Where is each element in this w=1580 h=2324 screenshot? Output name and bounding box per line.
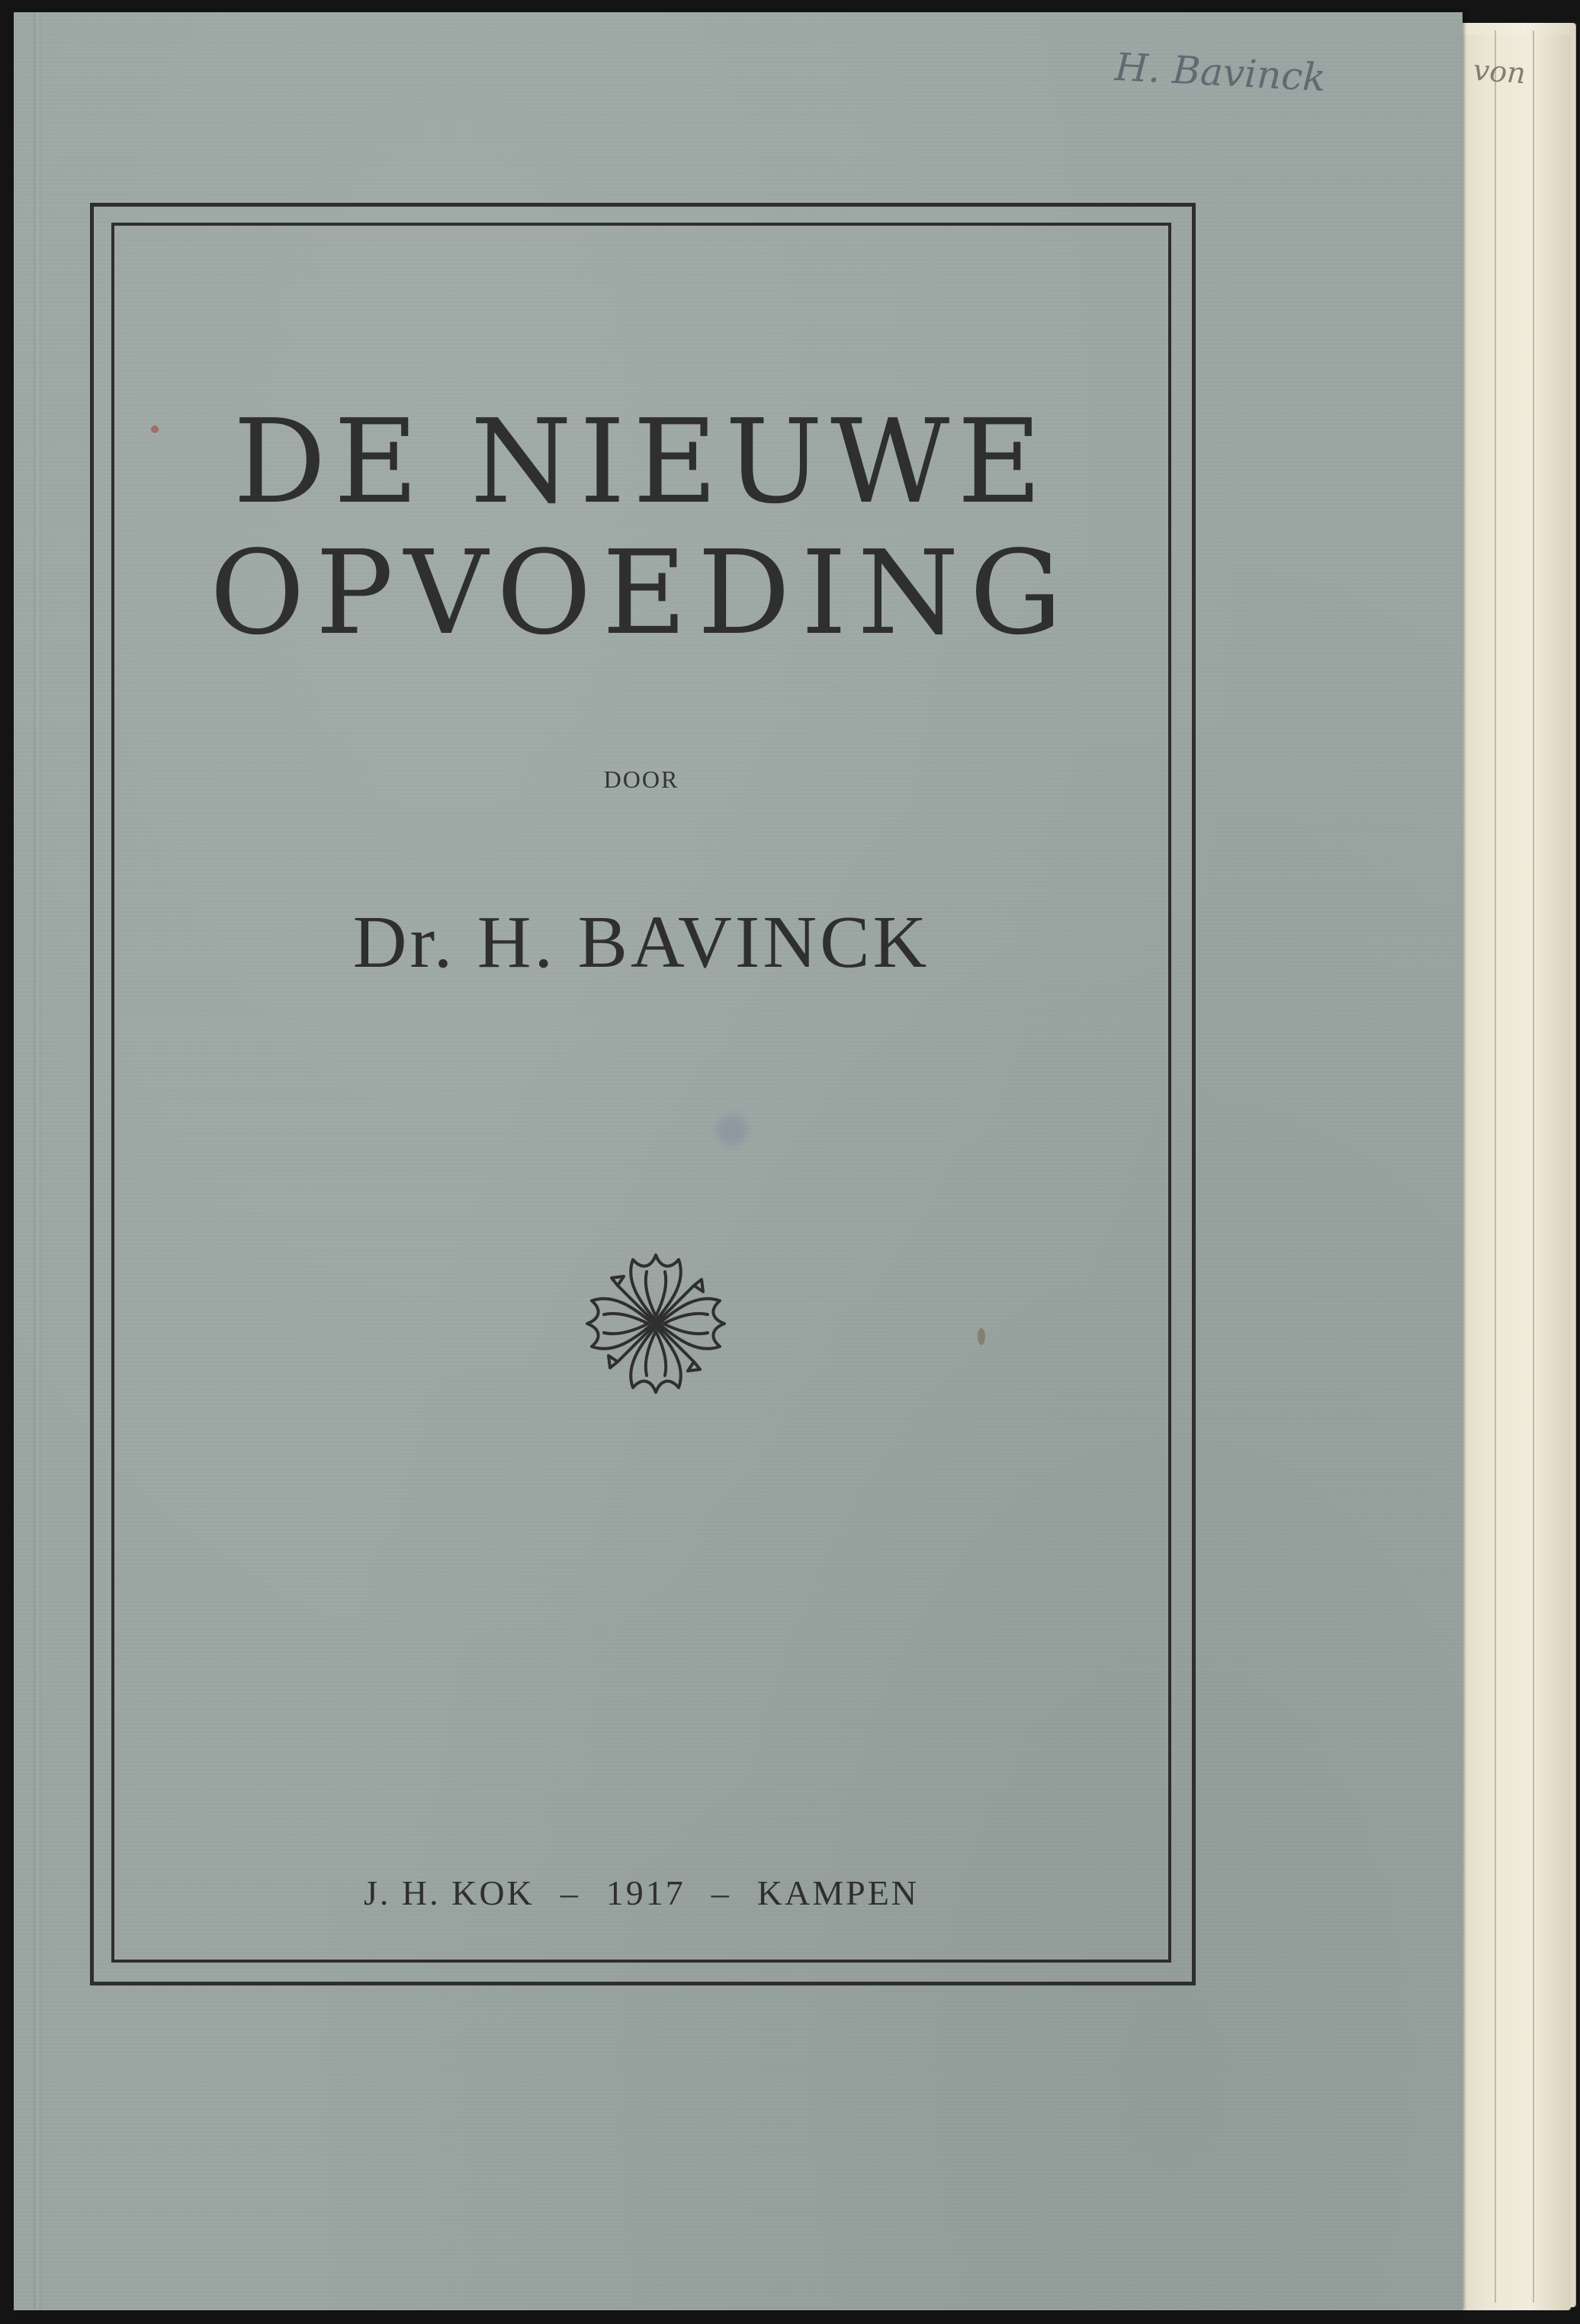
author-name: Dr. H. BAVINCK — [352, 901, 930, 984]
door-label: DOOR — [603, 766, 679, 793]
handwritten-signature: H. Bavinck — [1113, 44, 1328, 101]
page-edge-line — [1533, 30, 1534, 2303]
imprint-line — [111, 1873, 1171, 1913]
publication-year: 1917 — [605, 1873, 686, 1912]
title-line-2: OPVOEDING — [210, 525, 1073, 660]
rosette-ornament-icon — [580, 1247, 732, 1400]
title-line-1: DE NIEUWE — [233, 394, 1050, 529]
publisher-name: J. H. KOK — [363, 1873, 535, 1912]
margin-note: von — [1472, 53, 1527, 91]
publication-city: KAMPEN — [756, 1873, 920, 1912]
imprint-dash: – — [560, 1873, 580, 1912]
spine-fold — [34, 12, 41, 2310]
page-edge-line — [1495, 30, 1496, 2303]
imprint-dash: – — [711, 1873, 731, 1912]
